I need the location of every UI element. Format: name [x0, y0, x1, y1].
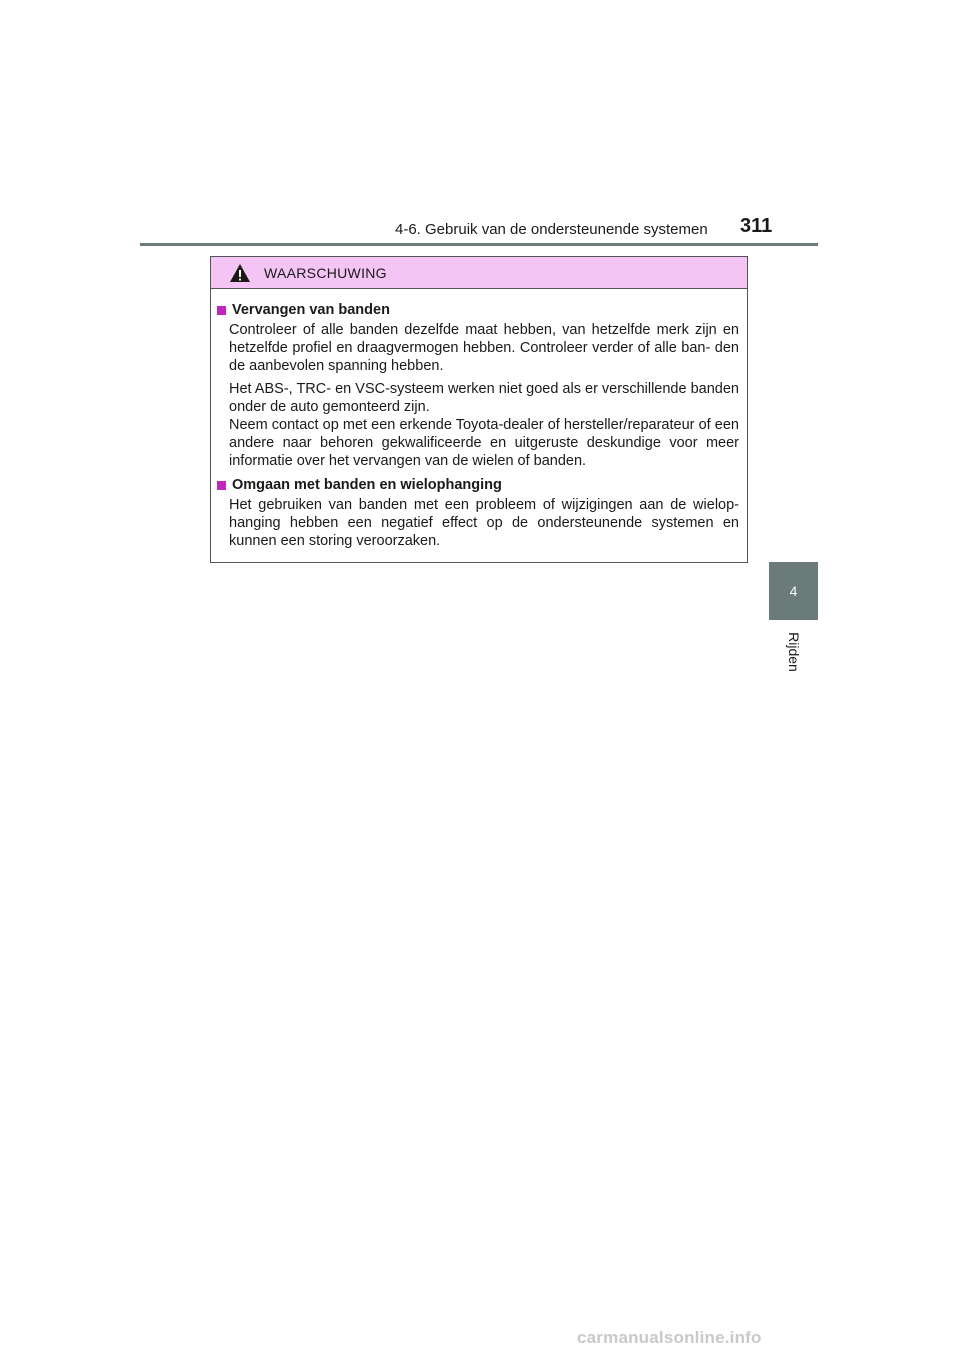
- paragraph: Neem contact op met een erkende Toyota-dealer of hersteller/reparateur of een andere naar behoren gekwalificeerde en uitgeruste deskundige voor meer informatie over het vervangen van de wielen of banden.: [229, 417, 739, 469]
- warning-triangle-icon: [229, 263, 251, 283]
- paragraph: Het ABS-, TRC- en VSC-systeem werken niet goed als er verschillende banden onder de auto gemonteerd zijn.: [229, 381, 739, 415]
- paragraph: Het gebruiken van banden met een probleem of wijzigingen aan de wielop- hanging hebben een negatief effect op de ondersteunende systemen en kunnen een storing veroorzaken.: [229, 497, 739, 549]
- paragraph: Controleer of alle banden dezelfde maat hebben, van hetzelfde merk zijn en hetzelfde profiel en draagvermogen hebben. Controleer verder of alle ban- den de aanbevolen spanning hebben.: [229, 322, 739, 374]
- bullet-square-icon: [217, 306, 226, 315]
- warning-body: [211, 289, 747, 550]
- header-divider: [140, 243, 818, 246]
- section-title: 4-6. Gebruik van de ondersteunende systemen: [395, 221, 708, 238]
- warning-box: [210, 256, 748, 563]
- item-heading: [217, 301, 739, 319]
- page-number: 311: [740, 215, 773, 237]
- chapter-label: Rijden: [786, 632, 802, 672]
- chapter-number: 4: [789, 583, 798, 599]
- watermark: carmanualsonline.info: [577, 1328, 762, 1347]
- warning-item-tires: [217, 301, 739, 470]
- item-title: Vervangen van banden: [232, 302, 390, 318]
- item-title: Omgaan met banden en wielophanging: [232, 477, 502, 493]
- warning-title: WAARSCHUWING: [264, 264, 387, 281]
- warning-header: [211, 257, 747, 289]
- item-heading: [217, 476, 739, 494]
- chapter-tab: [769, 562, 818, 620]
- bullet-square-icon: [217, 481, 226, 490]
- warning-item-suspension: [217, 476, 739, 550]
